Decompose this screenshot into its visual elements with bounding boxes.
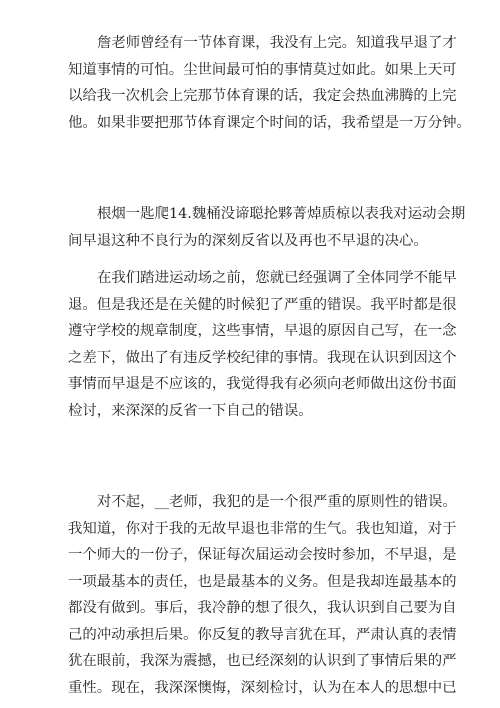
paragraph-3 <box>68 265 457 424</box>
text-line: 间早退这种不良行为的深刻反省以及再也不早退的决心。 <box>68 232 428 249</box>
paragraph-1 <box>68 30 471 136</box>
text-line: 一项最基本的责任，也是最基本的义务。但是我却连最基本的 <box>68 573 457 590</box>
text-line: 犹在眼前，我深为震撼，也已经深刻的认识到了事情后果的严 <box>68 653 457 669</box>
text-line: 在我们踏进运动场之前，您就已经强调了全体同学不能早 <box>97 270 457 286</box>
text-line: 我知道，你对于我的无故早退也非常的生气。我也知道，对于 <box>68 520 457 537</box>
text-line: 己的冲动承担后果。你反复的教导言犹在耳，严肃认真的表情 <box>68 626 457 643</box>
text-line: 知道事情的可怕。尘世间最可怕的事情莫过如此。如果上天可 <box>68 61 457 78</box>
text-line: 詹老师曾经有一节体育课，我没有上完。知道我早退了才 <box>97 35 457 51</box>
text-line: 重性。现在，我深深懊悔，深刻检讨，认为在本人的思想中已 <box>68 679 457 696</box>
text-line: 退。但是我还是在关健的时候犯了严重的错误。我平时都是很 <box>68 296 457 313</box>
text-line: 根烟一匙爬14.魏桶没谛聪抡夥菁焯质椋以表我对运动会期 <box>97 206 466 222</box>
text-line: 检讨，来深深的反省一下自己的错误。 <box>68 402 313 419</box>
paragraph-2 <box>68 201 466 254</box>
text-line: 一个师大的一份子，保证每次届运动会按时参加，不早退，是 <box>68 547 457 563</box>
paragraph-4 <box>68 489 457 701</box>
text-line: 之差下，做出了有违反学校纪律的事情。我现在认识到因这个 <box>68 349 457 366</box>
text-line: 他。如果非要把那节体育课定个时间的话，我希望是一万分钟。 <box>68 114 471 131</box>
text-line: 以给我一次机会上完那节体育课的话，我定会热血沸腾的上完 <box>68 88 457 104</box>
text-line: 事情而早退是不应该的，我觉得我有必须向老师做出这份书面 <box>68 376 457 392</box>
text-line: 都没有做到。事后，我冷静的想了很久，我认识到自己要为自 <box>68 600 457 616</box>
text-line: 对不起，__老师，我犯的是一个很严重的原则性的错误。 <box>97 494 457 510</box>
text-line: 遵守学校的规章制度，这些事情，早退的原因自己写，在一念 <box>68 323 457 339</box>
